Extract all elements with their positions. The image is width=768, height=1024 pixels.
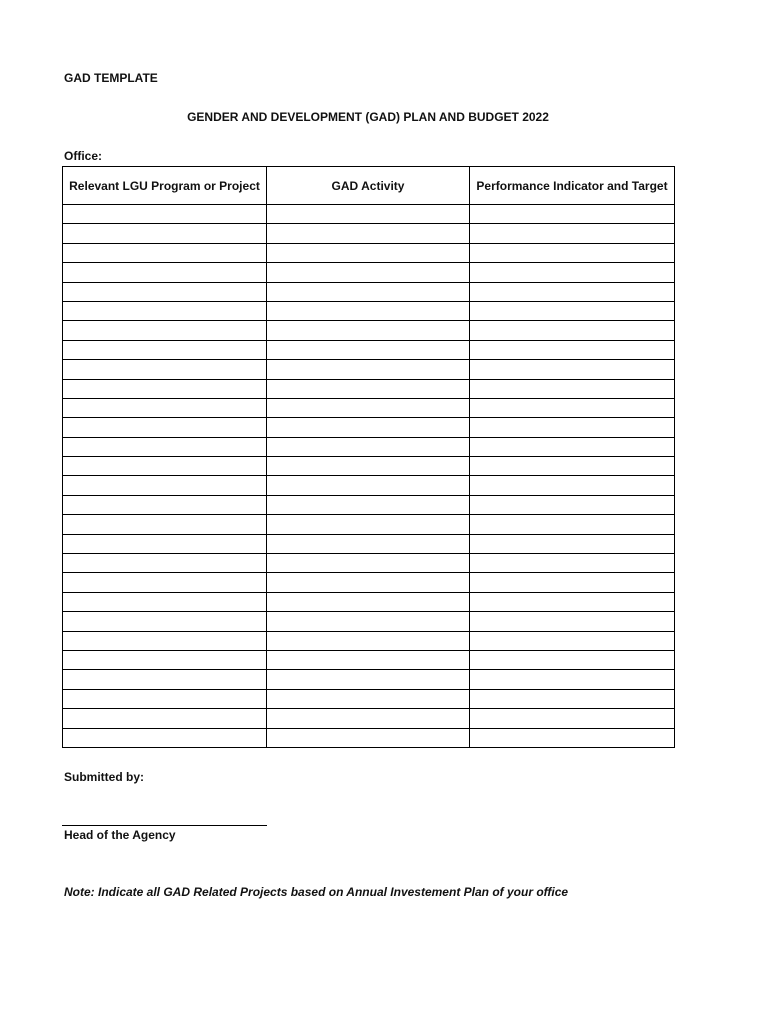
table-cell [470,243,675,262]
table-cell [63,437,267,456]
table-cell [470,282,675,301]
table-cell [470,379,675,398]
table-cell [267,205,470,224]
table-cell [63,650,267,669]
table-cell [63,476,267,495]
table-row [63,670,675,689]
table-cell [63,282,267,301]
table-cell [63,554,267,573]
signature-line [62,825,267,826]
table-cell [267,301,470,320]
table-cell [267,379,470,398]
note-text: Note: Indicate all GAD Related Projects based on Annual Investement Plan of your office [64,885,569,899]
table-row [63,379,675,398]
table-cell [267,534,470,553]
table-cell [267,360,470,379]
table-cell [267,592,470,611]
table-cell [470,224,675,243]
table-cell [267,457,470,476]
table-cell [470,495,675,514]
table-cell [470,301,675,320]
table-cell [63,689,267,708]
table-row [63,709,675,728]
header-gad-activity: GAD Activity [267,167,470,205]
table-cell [63,573,267,592]
template-label: GAD TEMPLATE [64,71,158,85]
table-cell [470,398,675,417]
table-row [63,282,675,301]
table-row [63,398,675,417]
table-cell [63,670,267,689]
table-cell [267,321,470,340]
table-cell [63,728,267,747]
table-cell [63,205,267,224]
table-row [63,418,675,437]
table-cell [470,631,675,650]
table-cell [470,476,675,495]
table-cell [267,689,470,708]
table-cell [470,573,675,592]
table-cell [470,592,675,611]
table-cell [63,321,267,340]
table-cell [470,612,675,631]
table-body [63,205,675,748]
table-row [63,301,675,320]
table-cell [267,728,470,747]
table-cell [267,437,470,456]
table-cell [470,554,675,573]
table-cell [267,554,470,573]
table-cell [470,534,675,553]
table-cell [63,709,267,728]
table-cell [63,398,267,417]
table-cell [267,263,470,282]
table-row [63,243,675,262]
table-row [63,573,675,592]
table-cell [267,476,470,495]
table-row [63,612,675,631]
table-row [63,495,675,514]
table-row [63,554,675,573]
table-cell [63,263,267,282]
table-cell [267,670,470,689]
gad-plan-table [62,166,675,748]
table-row [63,360,675,379]
table-cell [63,631,267,650]
table-cell [63,301,267,320]
submitted-by-label: Submitted by: [64,770,144,784]
table-row [63,205,675,224]
table-row [63,515,675,534]
table-row [63,263,675,282]
table-row [63,592,675,611]
header-lgu-program: Relevant LGU Program or Project [63,167,267,205]
table-cell [267,243,470,262]
table-cell [267,573,470,592]
table-cell [470,437,675,456]
table-cell [470,689,675,708]
document-title: GENDER AND DEVELOPMENT (GAD) PLAN AND BUDGET 2022 [187,110,549,124]
table-cell [470,457,675,476]
table-cell [267,340,470,359]
table-row [63,224,675,243]
table-cell [267,612,470,631]
table-cell [470,728,675,747]
table-cell [267,418,470,437]
table-cell [63,360,267,379]
table-row [63,457,675,476]
table-cell [63,457,267,476]
table-cell [63,224,267,243]
table-cell [470,650,675,669]
table-cell [267,631,470,650]
table-cell [63,534,267,553]
table-cell [63,418,267,437]
table-cell [63,495,267,514]
table-row [63,321,675,340]
table-cell [63,592,267,611]
table-cell [470,263,675,282]
table-cell [63,243,267,262]
office-label: Office: [64,149,103,163]
table-row [63,650,675,669]
table-cell [470,418,675,437]
table-cell [267,650,470,669]
table-cell [267,495,470,514]
table-row [63,437,675,456]
table-cell [267,398,470,417]
table-row [63,631,675,650]
table-cell [470,670,675,689]
table-cell [267,515,470,534]
table-cell [470,709,675,728]
table-row [63,689,675,708]
table-cell [267,282,470,301]
table-cell [63,379,267,398]
table-row [63,728,675,747]
table-cell [63,612,267,631]
table-cell [267,709,470,728]
table-row [63,476,675,495]
table-cell [470,321,675,340]
table-cell [470,360,675,379]
table-cell [470,340,675,359]
signatory-label: Head of the Agency [64,828,176,842]
table-cell [267,224,470,243]
table-row [63,534,675,553]
table-row [63,340,675,359]
table-cell [63,515,267,534]
table-cell [470,205,675,224]
header-performance-indicator: Performance Indicator and Target [470,167,675,205]
table-header-row [63,167,675,205]
table-cell [470,515,675,534]
table-cell [63,340,267,359]
